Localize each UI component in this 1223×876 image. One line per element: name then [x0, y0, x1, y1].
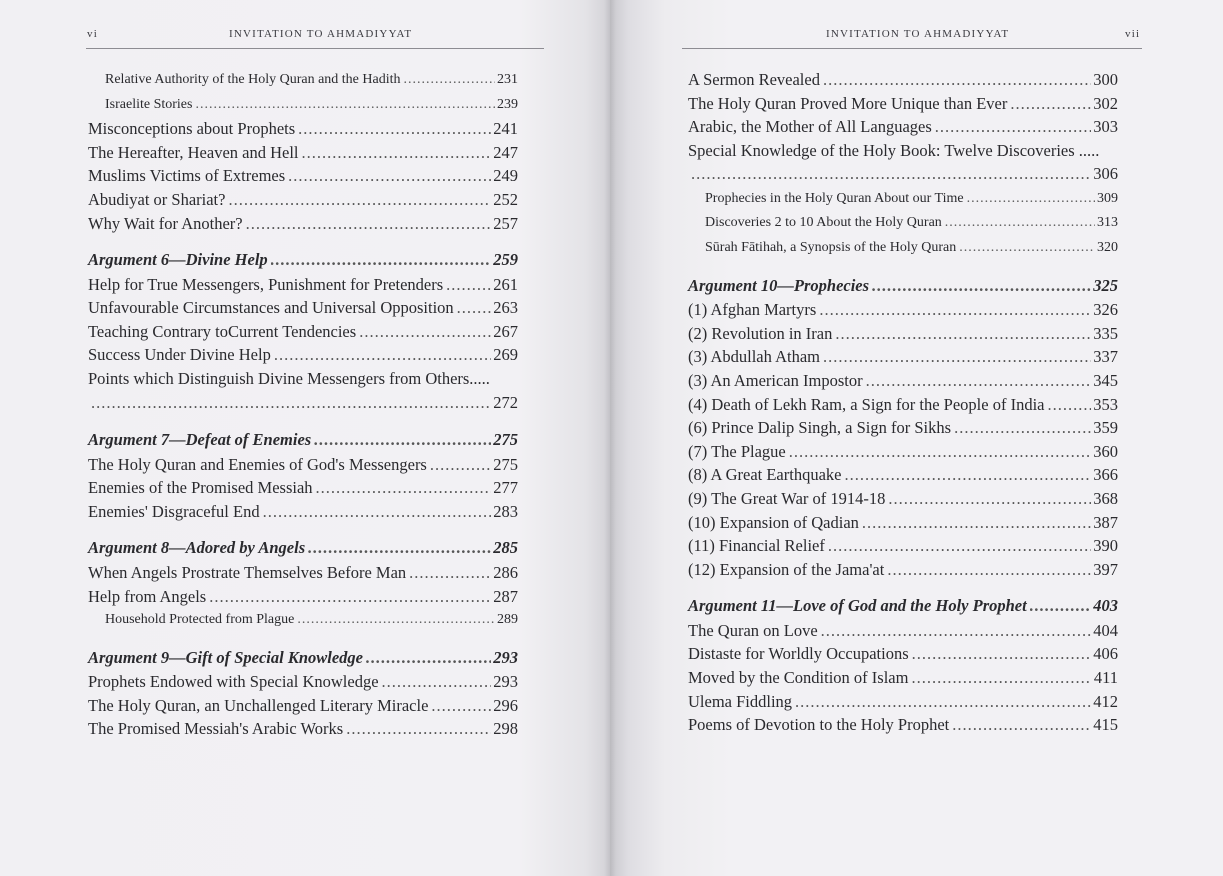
dot-leader — [446, 273, 491, 297]
toc-entry[interactable] — [688, 345, 1118, 369]
dot-leader — [821, 619, 1092, 643]
toc-entry-title: Ulema Fiddling — [688, 691, 793, 711]
dot-leader — [1010, 92, 1091, 116]
toc-page-number: 231 — [497, 72, 518, 87]
book-gutter — [604, 0, 616, 876]
dot-leader — [298, 117, 491, 141]
toc-entry[interactable] — [88, 320, 518, 344]
toc-page-number: 387 — [1093, 512, 1118, 532]
toc-entry[interactable] — [688, 416, 1118, 440]
toc-page-number: 366 — [1093, 465, 1118, 485]
toc-entry[interactable] — [88, 296, 518, 320]
toc-entry-title: (6) Prince Dalip Singh, a Sign for Sikhs — [688, 418, 952, 438]
toc-page-number: 298 — [493, 719, 518, 739]
toc-page-number: 247 — [493, 142, 518, 162]
toc-page-number: 300 — [1093, 70, 1118, 89]
toc-entry-title: Arabic, the Mother of All Languages — [688, 117, 932, 137]
toc-entry-title: (4) Death of Lekh Ram, a Sign for the People of India — [688, 394, 1045, 414]
dot-leader — [691, 162, 1091, 187]
toc-page-number: 309 — [1097, 190, 1118, 206]
toc-page-number: 257 — [493, 213, 518, 233]
dot-leader — [457, 296, 492, 320]
toc-entry[interactable] — [688, 393, 1118, 417]
toc-entry[interactable] — [688, 690, 1118, 714]
toc-page-number: 404 — [1093, 620, 1118, 640]
toc-entry-title: (7) The Plague — [688, 441, 786, 461]
toc-section-heading[interactable] — [688, 594, 1118, 619]
toc-entry[interactable] — [688, 68, 1118, 92]
toc-entry-title: Misconceptions about Prophets — [88, 119, 296, 139]
toc-entry-title: Distaste for Worldly Occupations — [688, 644, 909, 664]
toc-entry[interactable] — [688, 139, 1118, 163]
toc-page-number: 397 — [1093, 559, 1118, 579]
dot-leader — [430, 453, 491, 477]
dot-leader — [271, 248, 492, 273]
dot-leader — [308, 536, 491, 561]
dot-leader — [795, 690, 1091, 714]
toc-entry[interactable] — [88, 93, 518, 118]
toc-entry-title: Discoveries 2 to 10 About the Holy Quran — [705, 215, 942, 231]
dot-leader — [302, 141, 492, 165]
toc-page-number: 403 — [1093, 596, 1118, 616]
toc-entry-title: Help from Angels — [88, 586, 207, 606]
dot-leader — [1047, 393, 1091, 417]
toc-page-number: 263 — [493, 298, 518, 318]
toc-entry[interactable] — [688, 187, 1118, 212]
toc-section-heading[interactable] — [88, 248, 518, 273]
dot-leader — [959, 236, 1095, 261]
toc-entry-title: Argument 10—Prophecies — [688, 275, 870, 295]
toc-page-number: 353 — [1093, 394, 1118, 414]
dot-leader — [862, 511, 1091, 535]
dot-leader — [195, 93, 495, 118]
toc-entry-continuation[interactable] — [88, 391, 518, 416]
toc-page-number: 313 — [1097, 215, 1118, 231]
dot-leader — [1030, 594, 1092, 619]
toc-page-number: 415 — [1093, 715, 1118, 735]
toc-page-number: 286 — [493, 562, 518, 582]
toc-entry[interactable] — [688, 511, 1118, 535]
toc-entry-title: The Hereafter, Heaven and Hell — [88, 142, 299, 162]
toc-entry-title: (1) Afghan Martyrs — [688, 300, 817, 320]
toc-entry-title: Poems of Devotion to the Holy Prophet — [688, 715, 950, 735]
toc-entry-title: (12) Expansion of the Jama'at — [688, 559, 885, 579]
running-title: INVITATION TO AHMADIYYAT — [229, 28, 413, 40]
dot-leader — [316, 476, 492, 500]
toc-entry[interactable] — [88, 212, 518, 236]
dot-leader — [872, 274, 1091, 299]
toc-page-number: 326 — [1093, 300, 1118, 320]
dot-leader — [91, 391, 491, 416]
toc-entry[interactable] — [88, 694, 518, 718]
toc-page-number: 412 — [1093, 691, 1118, 711]
toc-entry[interactable] — [688, 463, 1118, 487]
toc-page-number: 267 — [493, 321, 518, 341]
dot-leader — [274, 343, 491, 367]
toc-page-number: 337 — [1093, 347, 1118, 367]
toc-entry[interactable] — [88, 717, 518, 741]
toc-page-number: 411 — [1093, 667, 1118, 687]
dot-leader — [297, 608, 495, 633]
toc-section-heading[interactable] — [688, 274, 1118, 299]
dot-leader — [789, 440, 1091, 464]
toc-entry[interactable] — [688, 534, 1118, 558]
dot-leader — [359, 320, 491, 344]
toc-entry-title: Unfavourable Circumstances and Universal Opposition — [88, 298, 454, 318]
toc-page-number: 302 — [1093, 93, 1118, 113]
toc-entry-title: The Holy Quran and Enemies of God's Messengers — [88, 454, 427, 474]
toc-entry[interactable] — [88, 117, 518, 141]
toc-entry-title: Sūrah Fātihah, a Synopsis of the Holy Quran — [705, 240, 957, 256]
toc-entry-title: Muslims Victims of Extremes — [88, 166, 286, 186]
toc-entry[interactable] — [688, 211, 1118, 236]
toc-page-number: 269 — [493, 345, 518, 365]
toc-entry-title: Enemies' Disgraceful End — [88, 501, 260, 521]
dot-leader — [404, 68, 496, 93]
header-rule — [682, 48, 1142, 49]
toc-page-number: 283 — [493, 501, 518, 521]
toc-page-number: 368 — [1093, 488, 1118, 508]
toc-entry-title: (11) Financial Relief — [688, 536, 825, 556]
toc-entry-title: (10) Expansion of Qadian — [688, 512, 859, 532]
toc-page-number: 259 — [493, 250, 518, 270]
dot-leader — [835, 322, 1091, 346]
toc-entry[interactable] — [88, 68, 518, 93]
header-rule — [86, 48, 544, 49]
page-number: vii — [1125, 28, 1141, 40]
dot-leader — [952, 713, 1091, 737]
toc-list-left — [88, 68, 518, 741]
dot-leader — [823, 345, 1091, 369]
toc-page-number: 272 — [493, 392, 518, 412]
toc-entry[interactable] — [688, 115, 1118, 139]
toc-entry-title: (3) An American Impostor — [688, 370, 863, 390]
toc-page-number: 303 — [1093, 117, 1118, 137]
toc-page-number: 335 — [1093, 323, 1118, 343]
toc-entry[interactable] — [88, 476, 518, 500]
toc-entry[interactable] — [88, 500, 518, 524]
toc-page-number: 296 — [493, 695, 518, 715]
toc-entry[interactable] — [88, 188, 518, 212]
right-page — [610, 0, 1223, 876]
toc-entry-title: Success Under Divine Help — [88, 345, 271, 365]
toc-page-number: 345 — [1093, 370, 1118, 390]
page-number: vi — [87, 28, 98, 40]
dot-leader — [887, 558, 1091, 582]
toc-entry-title: Prophecies in the Holy Quran About our Time — [705, 190, 964, 206]
toc-entry-title: Israelite Stories — [105, 96, 193, 112]
toc-entry[interactable] — [688, 666, 1118, 690]
toc-entry[interactable] — [88, 585, 518, 609]
toc-entry-title: The Promised Messiah's Arabic Works — [88, 719, 344, 739]
toc-page-number: 261 — [493, 274, 518, 294]
toc-page-number: 241 — [493, 119, 518, 139]
dot-leader — [288, 164, 491, 188]
toc-page-number: 293 — [493, 672, 518, 692]
toc-entry-title: When Angels Prostrate Themselves Before Man — [88, 562, 407, 582]
toc-page-number: 289 — [497, 612, 518, 628]
dot-leader — [366, 646, 491, 671]
toc-entry[interactable] — [688, 236, 1118, 261]
toc-entry[interactable] — [88, 343, 518, 367]
dot-leader — [346, 717, 491, 741]
toc-entry-title: Prophets Endowed with Special Knowledge — [88, 672, 379, 692]
dot-leader — [967, 187, 1095, 212]
dot-leader — [382, 670, 492, 694]
toc-entry[interactable] — [688, 322, 1118, 346]
toc-page-number: 406 — [1093, 644, 1118, 664]
toc-entry-title: Relative Authority of the Holy Quran and the Hadith — [105, 72, 401, 87]
dot-leader — [912, 642, 1092, 666]
toc-entry-title: The Holy Quran, an Unchallenged Literary Miracle — [88, 695, 429, 715]
dot-leader — [819, 298, 1091, 322]
toc-entry-title: Special Knowledge of the Holy Book: Twelve Discoveries ..... — [688, 140, 1100, 160]
toc-page-number: 277 — [493, 478, 518, 498]
toc-entry-continuation[interactable] — [688, 162, 1118, 187]
dot-leader — [823, 68, 1091, 92]
toc-entry-title: Enemies of the Promised Messiah — [88, 478, 313, 498]
toc-entry-title: A Sermon Revealed — [688, 70, 820, 89]
dot-leader — [866, 369, 1092, 393]
toc-entry[interactable] — [688, 713, 1118, 737]
toc-entry[interactable] — [688, 92, 1118, 116]
toc-entry-title: Moved by the Condition of Islam — [688, 667, 909, 687]
toc-page-number: 275 — [493, 430, 518, 450]
dot-leader — [844, 463, 1091, 487]
toc-entry-title: Argument 9—Gift of Special Knowledge — [88, 647, 364, 667]
toc-entry-title: Argument 8—Adored by Angels — [88, 538, 306, 558]
toc-page-number: 252 — [493, 189, 518, 209]
toc-entry-title: (2) Revolution in Iran — [688, 323, 833, 343]
toc-entry[interactable] — [688, 487, 1118, 511]
toc-entry[interactable] — [88, 164, 518, 188]
toc-list-right — [688, 68, 1118, 737]
toc-entry[interactable] — [88, 273, 518, 297]
toc-page-number: 360 — [1093, 441, 1118, 461]
toc-entry-title: (3) Abdullah Atham — [688, 347, 820, 367]
left-page — [0, 0, 610, 876]
toc-entry[interactable] — [688, 558, 1118, 582]
dot-leader — [409, 561, 491, 585]
toc-page-number: 287 — [493, 586, 518, 606]
dot-leader — [888, 487, 1091, 511]
dot-leader — [911, 666, 1091, 690]
dot-leader — [209, 585, 491, 609]
dot-leader — [246, 212, 492, 236]
toc-entry-title: Teaching Contrary toCurrent Tendencies — [88, 321, 357, 341]
dot-leader — [228, 188, 491, 212]
toc-page-number: 293 — [493, 647, 518, 667]
toc-entry-title: (9) The Great War of 1914-18 — [688, 488, 886, 508]
toc-entry-title: (8) A Great Earthquake — [688, 465, 842, 485]
toc-entry[interactable] — [88, 141, 518, 165]
toc-entry[interactable] — [688, 642, 1118, 666]
toc-entry[interactable] — [88, 367, 518, 391]
toc-entry[interactable] — [688, 369, 1118, 393]
dot-leader — [828, 534, 1091, 558]
toc-page-number: 325 — [1093, 275, 1118, 295]
toc-page-number: 285 — [493, 538, 518, 558]
running-title: INVITATION TO AHMADIYYAT — [826, 28, 1010, 40]
toc-page-number: 359 — [1093, 418, 1118, 438]
toc-entry-title: Argument 7—Defeat of Enemies — [88, 430, 312, 450]
toc-page-number: 239 — [497, 96, 518, 112]
toc-entry-title: Why Wait for Another? — [88, 213, 243, 233]
toc-entry-title: Household Protected from Plague — [105, 612, 295, 628]
toc-entry[interactable] — [688, 298, 1118, 322]
dot-leader — [945, 211, 1095, 236]
toc-entry-title: Points which Distinguish Divine Messengers from Others..... — [88, 369, 490, 389]
toc-entry[interactable] — [88, 670, 518, 694]
toc-entry[interactable] — [88, 561, 518, 585]
toc-section-heading[interactable] — [88, 428, 518, 453]
toc-entry-title: Argument 6—Divine Help — [88, 250, 268, 270]
toc-entry[interactable] — [88, 608, 518, 633]
dot-leader — [935, 115, 1091, 139]
toc-section-heading[interactable] — [88, 536, 518, 561]
toc-page-number: 249 — [493, 166, 518, 186]
toc-entry-title: Help for True Messengers, Punishment for Pretenders — [88, 274, 444, 294]
toc-page-number: 275 — [493, 454, 518, 474]
toc-entry[interactable] — [688, 619, 1118, 643]
toc-section-heading[interactable] — [88, 646, 518, 671]
toc-entry[interactable] — [688, 440, 1118, 464]
dot-leader — [263, 500, 492, 524]
toc-page-number: 390 — [1093, 536, 1118, 556]
dot-leader — [431, 694, 491, 718]
toc-entry-title: Argument 11—Love of God and the Holy Prophet — [688, 596, 1027, 616]
toc-page-number: 306 — [1093, 164, 1118, 184]
toc-entry-title: The Quran on Love — [688, 620, 818, 640]
toc-entry-title: The Holy Quran Proved More Unique than Ever — [688, 93, 1008, 113]
dot-leader — [314, 428, 491, 453]
dot-leader — [954, 416, 1091, 440]
toc-page-number: 320 — [1097, 240, 1118, 256]
toc-entry-title: Abudiyat or Shariat? — [88, 189, 226, 209]
toc-entry[interactable] — [88, 453, 518, 477]
